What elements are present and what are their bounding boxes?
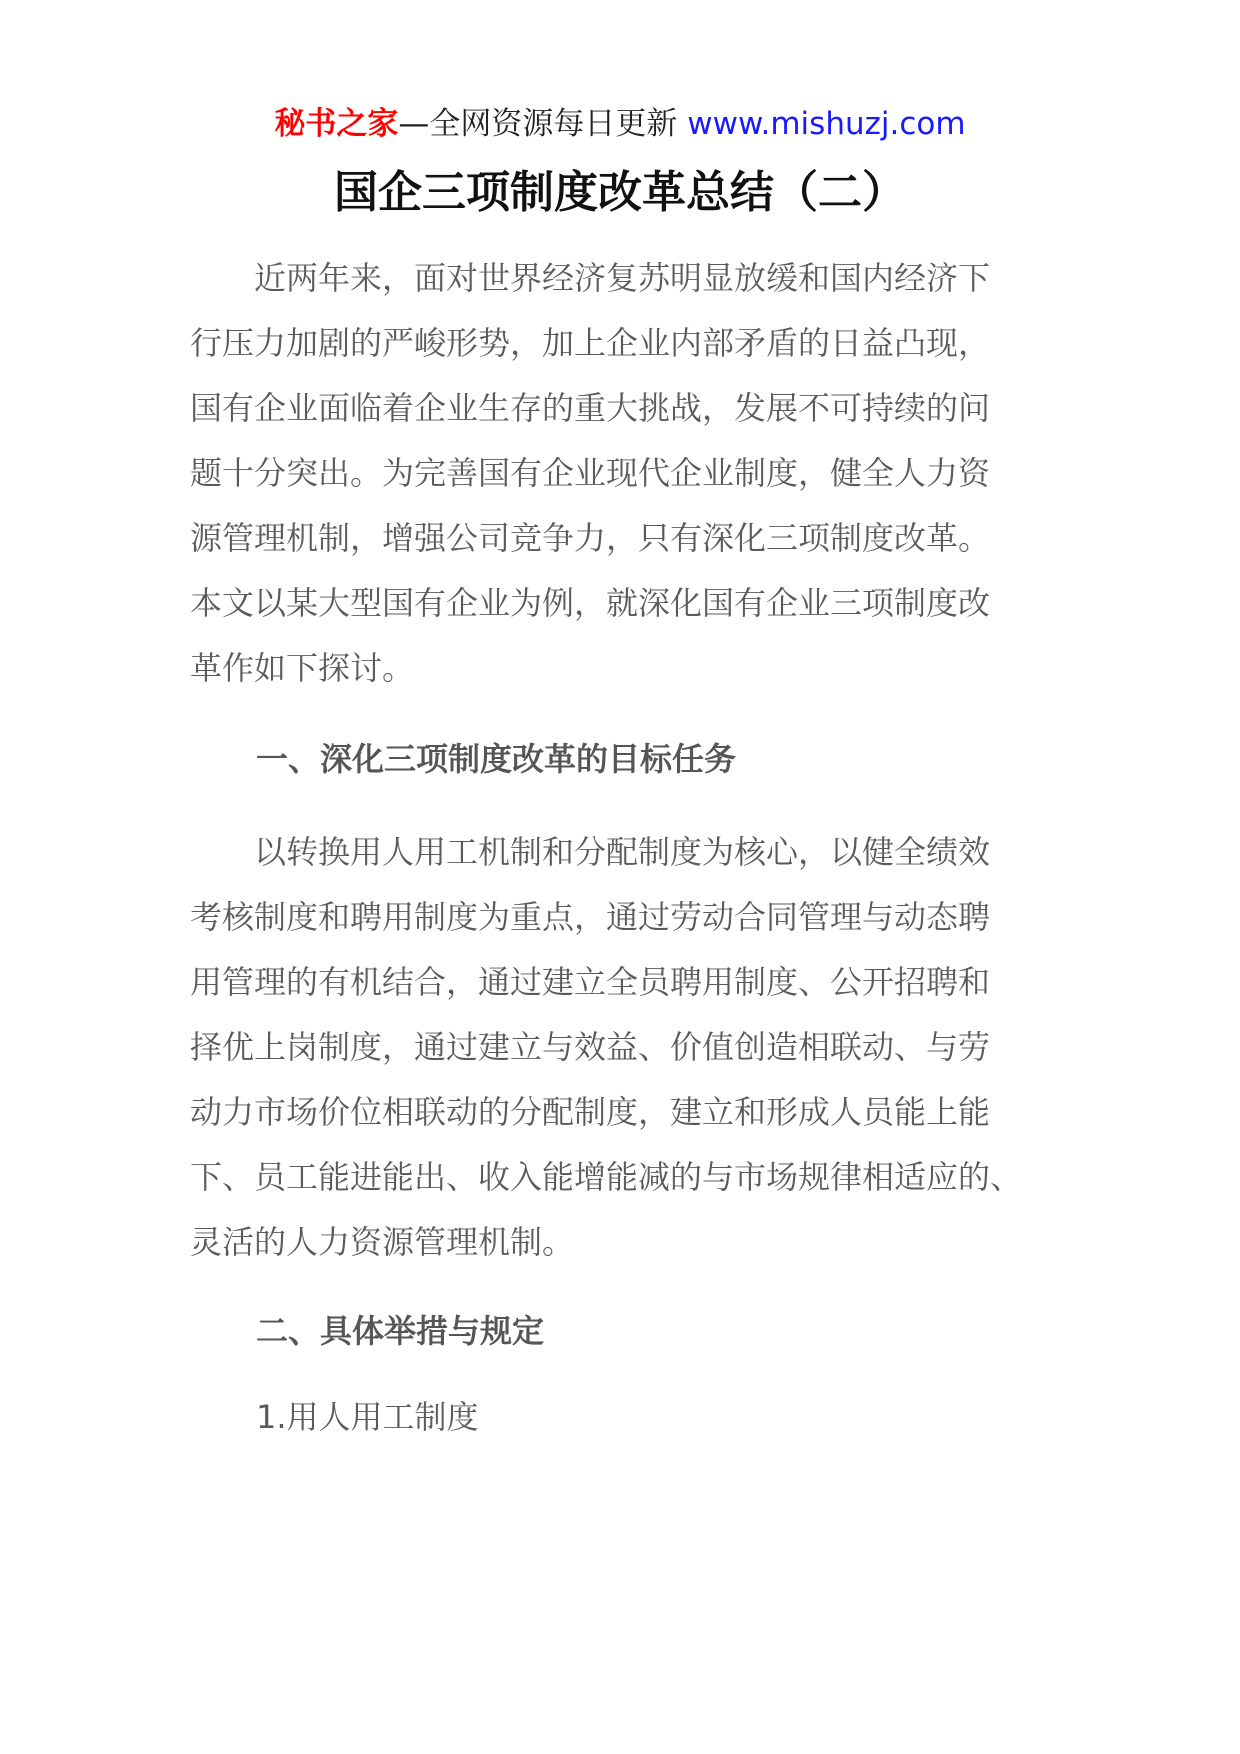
brand-name: 秘书之家 [274, 106, 399, 142]
intro-line: 题十分突出。为完善国有企业现代企业制度，健全人力资 [190, 454, 991, 492]
document-title: 国企三项制度改革总结（二） [334, 167, 906, 218]
site-url-link[interactable]: www.mishuzj.com [687, 106, 966, 142]
intro-line: 国有企业面临着企业生存的重大挑战，发展不可持续的问 [190, 389, 991, 427]
intro-paragraph [190, 246, 1070, 701]
section1-paragraph [190, 820, 1070, 1275]
intro-line: 源管理机制，增强公司竞争力，只有深化三项制度改革。 [190, 519, 991, 557]
section1-line: 用管理的有机结合，通过建立全员聘用制度、公开招聘和 [190, 963, 991, 1001]
section1-line: 择优上岗制度，通过建立与效益、价值创造相联动、与劳 [190, 1028, 991, 1066]
subsection-heading: 1.用人用工制度 [256, 1398, 479, 1436]
intro-line: 行压力加剧的严峻形势，加上企业内部矛盾的日益凸现， [190, 324, 991, 362]
intro-line: 革作如下探讨。 [190, 649, 415, 687]
site-header [0, 100, 1240, 148]
header-tagline: —全网资源每日更新 [398, 106, 678, 142]
section-heading-1: 一、深化三项制度改革的目标任务 [256, 740, 737, 778]
section1-line: 动力市场价位相联动的分配制度，建立和形成人员能上能 [190, 1093, 991, 1131]
section1-line: 以转换用人用工机制和分配制度为核心，以健全绩效 [254, 833, 991, 871]
section1-line: 下、员工能进能出、收入能增能减的与市场规律相适应的、 [190, 1158, 1023, 1196]
section-heading-2: 二、具体举措与规定 [256, 1312, 545, 1350]
intro-line: 近两年来，面对世界经济复苏明显放缓和国内经济下 [254, 259, 991, 297]
section1-line: 考核制度和聘用制度为重点，通过劳动合同管理与动态聘 [190, 898, 991, 936]
section1-line: 灵活的人力资源管理机制。 [190, 1223, 575, 1261]
intro-line: 本文以某大型国有企业为例，就深化国有企业三项制度改 [190, 584, 991, 622]
